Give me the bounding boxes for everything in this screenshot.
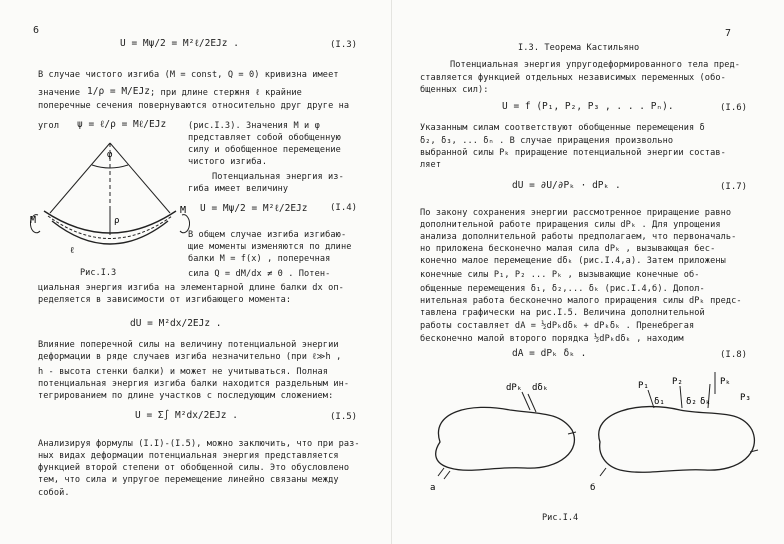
figure-label-dk: δₖ xyxy=(700,397,711,407)
text-line: бесконечно малой второго порядка ½dPₖdδₖ , находим xyxy=(420,334,684,344)
equation-number: (I.8) xyxy=(720,350,748,360)
text-line: анализа дополнительной работы предполагаем, что первоначаль- xyxy=(420,232,737,242)
text-line: поперечные сечения повернуваются относительно друг друге на xyxy=(38,101,350,111)
text-line: сила Q = dM/dx ≠ 0 . Потен- xyxy=(188,269,331,279)
figure-label-moment-right: M xyxy=(180,205,187,216)
figure-caption: Рис.I.3 xyxy=(80,268,117,278)
text-line: тегрированием по длине участков с последующим сложением: xyxy=(38,391,334,401)
figure-label-length: ℓ xyxy=(70,246,75,256)
text-line: значение xyxy=(38,88,81,98)
figure-label-a: а xyxy=(430,483,436,493)
text-line: В общем случае изгиба изгибаю- xyxy=(188,230,347,240)
text-line: щие моменты изменяются по длине xyxy=(188,242,352,252)
figure-label-d1: δ₁ xyxy=(654,397,665,407)
support-left-b xyxy=(600,468,606,476)
text-line: но приложена бесконечно малая сила dPₖ , вызывающая бес- xyxy=(420,244,716,254)
text-line: угол xyxy=(38,121,60,131)
text-line: тем, что сила и упругое перемещение линейно связаны между xyxy=(38,475,339,485)
figure-label-pk: Pₖ xyxy=(720,377,731,387)
support-right-a xyxy=(568,432,576,434)
text-line: собой. xyxy=(38,488,70,498)
figure-label-p2: P₂ xyxy=(672,377,683,387)
text-line: общенные перемещения δ₁, δ₂,... δₖ (рис.I.4,б). Допол- xyxy=(420,284,705,294)
equation-number: (I.4) xyxy=(330,203,358,213)
formula-du-increment: dU = ∂U/∂Pₖ · dPₖ . xyxy=(512,180,621,191)
text-line: представляет собой обобщенную xyxy=(188,133,341,143)
radius-left-line xyxy=(50,143,110,213)
text-line: ; при длине стержня ℓ крайние xyxy=(150,88,302,98)
figure-label-p1: P₁ xyxy=(638,381,649,391)
support-hatch xyxy=(444,471,450,479)
figure-bent-beam xyxy=(30,135,190,265)
text-line: конечные силы P₁, P₂ ... Pₖ , вызывающие конечные об- xyxy=(420,270,700,280)
section-title: I.3. Теорема Кастильяно xyxy=(518,43,640,53)
text-line: По закону сохранения энергии рассмотренное приращение равно xyxy=(420,208,732,218)
text-line: балки M = f(x) , поперечная xyxy=(188,254,331,264)
figure-label-rho: ρ xyxy=(114,216,120,226)
equation-number: (I.6) xyxy=(720,103,748,113)
text-line: (рис.I.3). Значения M и φ xyxy=(188,121,320,131)
formula-u-bending: U = Mψ/2 = M²ℓ/2EJz . xyxy=(120,38,239,49)
figure-label-moment-left: M xyxy=(30,215,37,226)
formula-angle: ψ = ℓ/ρ = Mℓ/EJz xyxy=(77,119,167,130)
formula-curvature: 1/ρ = M/EJz xyxy=(87,86,150,97)
text-line: Указанным силам соответствуют обобщенные перемещения δ xyxy=(420,123,705,133)
text-line: Потенциальная энергия из- xyxy=(212,172,344,182)
formula-u-function: U = f (P₁, P₂, P₃ , . . . Pₙ). xyxy=(502,101,674,112)
text-line: нительная работа бесконечно малого приращения силы dPₖ предс- xyxy=(420,296,742,306)
text-line: Потенциальная энергия упругодеформированного тела пред- xyxy=(450,60,741,70)
text-line: чистого изгиба. xyxy=(188,157,268,167)
text-line: ляет xyxy=(420,160,442,170)
text-line: тавлена графически на рис.I.5. Величина дополнительной xyxy=(420,308,705,318)
figure-label-b: б xyxy=(590,483,596,493)
figure-label-dpk: dPₖ xyxy=(506,383,523,393)
equation-number: (I.5) xyxy=(330,412,358,422)
page-number: 7 xyxy=(725,28,732,39)
text-line: выбранной силы Pₖ приращение потенциальной энергии состав- xyxy=(420,148,726,158)
formula-u-bending-2: U = Mψ/2 = M²ℓ/2EJz xyxy=(200,203,308,214)
formula-u-total: U = Σ∫ M²dx/2EJz . xyxy=(135,410,238,421)
figure-label-p3: P₃ xyxy=(740,393,751,403)
page-number: 6 xyxy=(33,25,40,36)
force-p2-arrow xyxy=(680,386,682,408)
text-line: ставляется функцией отдельных независимых переменных (обо- xyxy=(420,73,726,83)
figure-label-phi: φ xyxy=(107,150,113,160)
text-line: конечно малое перемещение dδₖ (рис.I.4,а). Затем приложены xyxy=(420,256,726,266)
text-line: ределяется в зависимости от изгибающего момента: xyxy=(38,295,292,305)
text-line: Влияние поперечной силы на величину потенциальной энергии xyxy=(38,340,339,350)
body-b-outline xyxy=(599,407,755,473)
text-line: функцией второй степени от обобщенной силы. Это обусловлено xyxy=(38,463,350,473)
moment-right xyxy=(180,215,190,233)
text-line: ных видах деформации потенциальная энергия представляется xyxy=(38,451,339,461)
text-line: дополнительной работе приращения силы dPₖ . Для упрощения xyxy=(420,220,721,230)
text-line: циальная энергия изгиба на элементарной длине балки dx оп- xyxy=(38,283,344,293)
figure-label-ddk: dδₖ xyxy=(532,383,549,393)
equation-number: (I.3) xyxy=(330,40,358,50)
text-line: δ₂, δ₃, ... δₙ . В случае приращения произвольно xyxy=(420,136,674,146)
body-a-outline xyxy=(436,407,575,470)
text-line: гиба имеет величину xyxy=(188,184,289,194)
text-line: силу и обобщенное перемещение xyxy=(188,145,341,155)
text-line: Анализируя формулы (I.I)-(I.5), можно заключить, что при раз- xyxy=(38,439,360,449)
text-line: потенциальная энергия изгиба балки находится раздельным ин- xyxy=(38,379,350,389)
text-line: работы составляет dA = ½dPₖdδₖ + dPₖδₖ . Пренебрегая xyxy=(420,321,695,331)
text-line: В случае чистого изгиба (M = const, Q = 0) кривизна имеет xyxy=(38,70,339,80)
figure-bodies xyxy=(410,372,770,502)
figure-label-d2: δ₂ xyxy=(686,397,697,407)
formula-du: dU = M²dx/2EJz . xyxy=(130,318,222,329)
formula-da: dA = dPₖ δₖ . xyxy=(512,348,587,359)
right-page xyxy=(392,0,784,544)
support-left-a xyxy=(438,468,444,476)
figure-caption: Рис.I.4 xyxy=(542,513,579,523)
text-line: бщенных сил): xyxy=(420,85,489,95)
radius-right-line xyxy=(110,143,170,213)
text-line: деформации в ряде случаев изгиба незначительно (при ℓ≫h , xyxy=(38,352,342,362)
text-line: h - высота стенки балки) и может не учитываться. Полная xyxy=(38,367,329,377)
equation-number: (I.7) xyxy=(720,182,748,192)
